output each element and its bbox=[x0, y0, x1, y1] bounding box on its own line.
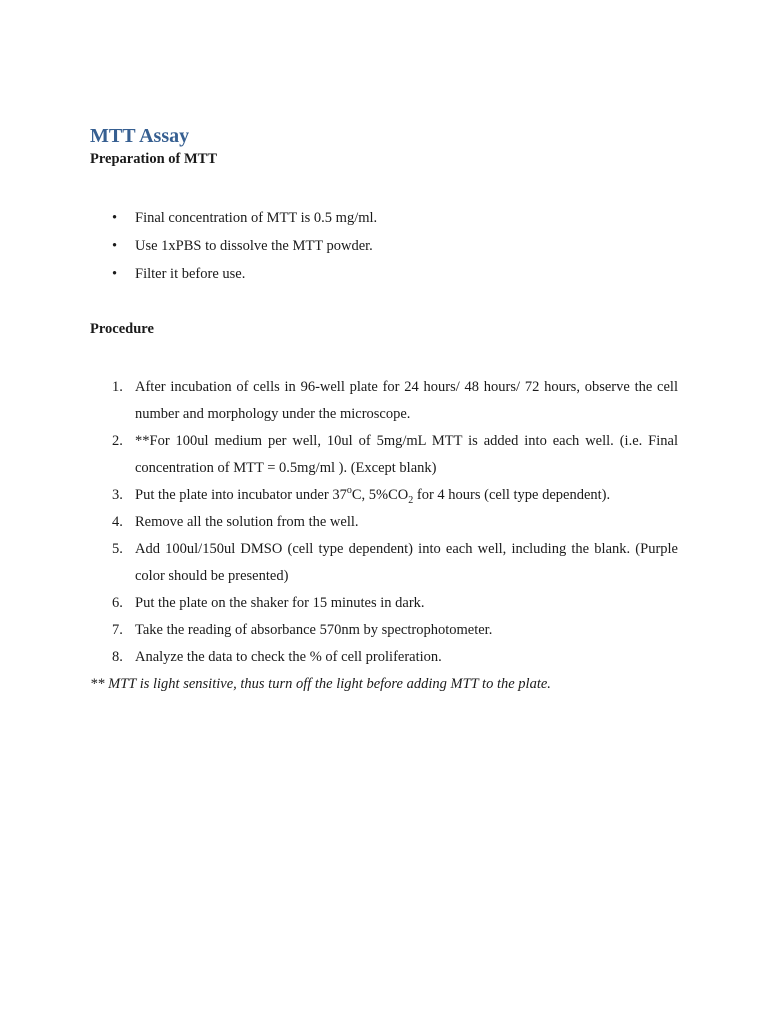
step-item bbox=[90, 536, 678, 590]
step-text: Analyze the data to check the % of cell proliferation. bbox=[135, 649, 442, 665]
document-page bbox=[90, 122, 678, 698]
step-number: 2. bbox=[112, 433, 123, 449]
step-text: Add 100ul/150ul DMSO (cell type dependent) into each well, including the blank. (Purple color should be presented) bbox=[135, 541, 678, 584]
list-item-text: Filter it before use. bbox=[135, 266, 246, 282]
list-item bbox=[90, 232, 678, 260]
bullet-icon: • bbox=[112, 210, 118, 226]
procedure-steps bbox=[90, 374, 678, 671]
step-item bbox=[90, 428, 678, 482]
co2-subscript: 2 bbox=[408, 494, 414, 506]
step-text-part: C, 5%CO bbox=[351, 487, 409, 503]
step-text-part: for 4 hours (cell type dependent). bbox=[413, 487, 611, 503]
step-text: After incubation of cells in 96-well plate for 24 hours/ 48 hours/ 72 hours, observe the cell number and morphology under the microscope. bbox=[135, 379, 678, 422]
step-item bbox=[90, 509, 678, 536]
step-item bbox=[90, 374, 678, 428]
preparation-heading: Preparation of MTT bbox=[90, 151, 217, 167]
step-number: 1. bbox=[112, 379, 123, 395]
list-item-text: Use 1xPBS to dissolve the MTT powder. bbox=[135, 238, 373, 254]
document-title: MTT Assay bbox=[90, 125, 190, 147]
procedure-heading: Procedure bbox=[90, 321, 154, 337]
step-text: **For 100ul medium per well, 10ul of 5mg/mL MTT is added into each well. (i.e. Final concentration of MTT = 0.5mg/ml ). (Except blank) bbox=[135, 433, 678, 476]
list-item-text: Final concentration of MTT is 0.5 mg/ml. bbox=[135, 210, 378, 226]
step-text: Remove all the solution from the well. bbox=[135, 514, 359, 530]
step-item bbox=[90, 644, 678, 671]
step-item bbox=[90, 590, 678, 617]
list-item bbox=[90, 260, 678, 288]
step-number: 7. bbox=[112, 622, 123, 638]
bullet-icon: • bbox=[112, 238, 118, 254]
bullet-icon: • bbox=[112, 266, 118, 282]
step-number: 5. bbox=[112, 541, 123, 557]
list-item bbox=[90, 204, 678, 232]
step-number: 3. bbox=[112, 487, 123, 503]
light-sensitivity-note: ** MTT is light sensitive, thus turn off the light before adding MTT to the plate. bbox=[90, 676, 551, 692]
step-item bbox=[90, 482, 678, 509]
step-text bbox=[135, 485, 611, 506]
degree-superscript: o bbox=[346, 485, 352, 497]
step-item bbox=[90, 617, 678, 644]
step-text: Put the plate on the shaker for 15 minutes in dark. bbox=[135, 595, 425, 611]
preparation-list bbox=[90, 204, 678, 288]
step-text: Take the reading of absorbance 570nm by spectrophotometer. bbox=[135, 622, 493, 638]
step-text-part: Put the plate into incubator under 37 bbox=[135, 487, 347, 503]
step-number: 4. bbox=[112, 514, 123, 530]
step-number: 6. bbox=[112, 595, 123, 611]
step-number: 8. bbox=[112, 649, 123, 665]
